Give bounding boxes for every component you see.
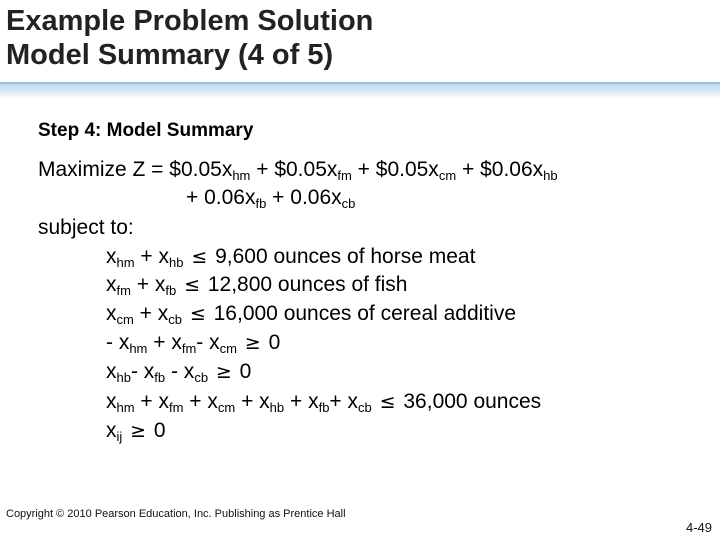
constraint-rhs: 0 (268, 331, 281, 354)
var-text: x (106, 273, 117, 296)
subscript: fb (318, 400, 330, 415)
subscript: cm (116, 312, 134, 327)
constraint-rhs: 36,000 ounces (403, 390, 542, 413)
var-text: + x (134, 245, 169, 268)
subscript: cm (217, 400, 236, 415)
greater-equal-symbol: ≥ (130, 420, 147, 442)
constraint-fish (106, 272, 408, 298)
subscript: hb (169, 255, 184, 270)
subscript: cm (438, 168, 457, 183)
subscript: hm (116, 255, 135, 270)
constraint-nonnegativity (106, 418, 166, 444)
var-text: x (106, 360, 117, 383)
var-text: x (106, 419, 117, 442)
constraint-total-ounces (106, 389, 541, 415)
objective-text: Maximize Z = $0.05x (38, 158, 233, 181)
var-text: + x (235, 390, 270, 413)
slide-title (6, 4, 706, 72)
step-heading: Step 4: Model Summary (38, 120, 254, 141)
objective-text: + $0.05x (250, 158, 338, 181)
constraint-rhs: 9,600 ounces of horse meat (215, 245, 476, 268)
subscript: fb (255, 196, 267, 211)
less-equal-symbol: ≤ (189, 303, 206, 325)
var-text: + x (147, 331, 182, 354)
subscript: cb (341, 196, 356, 211)
subscript: ij (116, 429, 123, 444)
objective-line-2 (186, 185, 355, 211)
greater-equal-symbol: ≥ (215, 361, 232, 383)
subscript: hm (129, 341, 148, 356)
subscript: hm (232, 168, 251, 183)
constraint-meat-ratio (106, 330, 280, 356)
constraint-rhs: 12,800 ounces of fish (207, 273, 408, 296)
page-number: 4-49 (685, 520, 712, 535)
less-equal-symbol: ≤ (379, 391, 396, 413)
objective-line-1 (38, 157, 558, 183)
subject-to-label: subject to: (38, 216, 134, 239)
subscript: fb (165, 283, 177, 298)
var-text: - x (196, 331, 220, 354)
var-text: + x (183, 390, 218, 413)
objective-text: + 0.06x (266, 186, 342, 209)
subscript: fm (169, 400, 184, 415)
subscript: cm (219, 341, 237, 356)
constraint-horse-meat (106, 244, 475, 270)
var-text: - x (106, 331, 130, 354)
subscript: cb (194, 370, 209, 385)
subscript: fb (154, 370, 166, 385)
greater-equal-symbol: ≥ (244, 332, 261, 354)
var-text: + x (133, 302, 169, 325)
var-text: + x (284, 390, 319, 413)
less-equal-symbol: ≤ (191, 246, 208, 268)
constraint-rhs: 16,000 ounces of cereal additive (213, 302, 517, 325)
var-text: - x (165, 360, 195, 383)
subscript: fm (116, 283, 131, 298)
var-text: x (106, 390, 117, 413)
var-text: - x (130, 360, 155, 383)
subscript: hb (543, 168, 558, 183)
var-text: + x (134, 390, 169, 413)
var-text: x (106, 302, 117, 325)
title-underline-band (0, 82, 720, 99)
objective-text: + 0.06x (186, 186, 256, 209)
less-equal-symbol: ≤ (184, 274, 200, 296)
objective-text: + $0.06x (456, 158, 544, 181)
var-text: + x (130, 273, 166, 296)
subscript: hb (116, 370, 131, 385)
constraint-rhs: 0 (153, 419, 166, 442)
title-underline (0, 82, 720, 84)
subscript: cb (358, 400, 372, 415)
title-line-2: Model Summary (4 of 5) (6, 39, 334, 71)
subscript: fm (181, 341, 197, 356)
objective-text: + $0.05x (351, 158, 439, 181)
constraint-rhs: 0 (239, 360, 252, 383)
subscript: hm (116, 400, 135, 415)
var-text: x (106, 245, 117, 268)
subscript: fm (337, 168, 352, 183)
var-text: + x (329, 390, 359, 413)
subscript: hb (269, 400, 285, 415)
constraint-cereal-additive (106, 301, 516, 327)
copyright-footer: Copyright © 2010 Pearson Education, Inc. Publishing as Prentice Hall (6, 508, 346, 520)
title-line-1: Example Problem Solution (6, 5, 374, 37)
constraint-beef-ratio (106, 359, 251, 385)
subscript: cb (168, 312, 183, 327)
